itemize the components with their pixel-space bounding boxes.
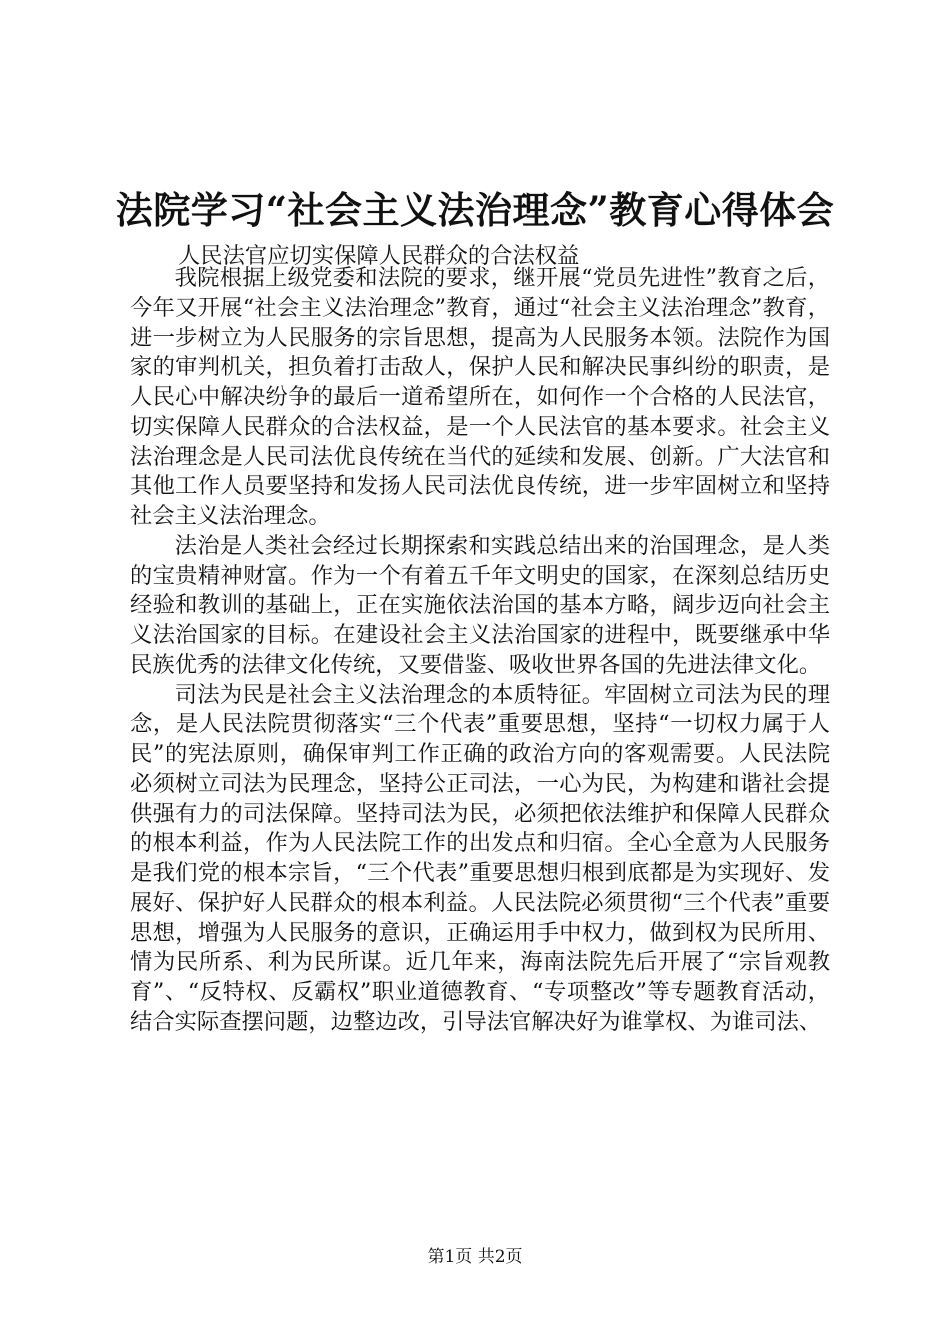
paragraph: 司法为民是社会主义法治理念的本质特征。牢固树立司法为民的理念，是人民法院贯彻落实“三个代表”重要思想，坚持“一切权力属于人民”的宪法原则，确保审判工作正确的政治方向的客观需要。人民法院必须树立司法为民理念，坚持公正司法，一心为民，为构建和谐社会提供强有力的司法保障。坚持司法为民，必须把依法维护和保障人民群众的根本利益，作为人民法院工作的出发点和归宿。全心全意为人民服务是我们党的根本宗旨，“三个代表”重要思想归根到底都是为实现好、发展好、保护好人民群众的根本利益。人民法院必须贯彻“三个代表”重要思想，增强为人民服务的意识，正确运用手中权力，做到权为民所用、情为民所系、利为民所谋。近几年来，海南法院先后开展了“宗旨观教育”、“反特权、反霸权”职业道德教育、“专项整改”等专题教育活动，结合实际查摆问题，边整边改，引导法官解决好为谁掌权、为谁司法、 [130, 681, 830, 1035]
document-body [130, 264, 830, 1038]
page-footer: 第1页 共2页 [427, 1247, 523, 1267]
page-title: 法院学习“社会主义法治理念”教育心得体会 [115, 188, 835, 232]
subtitle: 人民法官应切实保障人民群众的合法权益 [178, 243, 580, 269]
paragraph: 我院根据上级党委和法院的要求，继开展“党员先进性”教育之后，今年又开展“社会主义法治理念”教育，通过“社会主义法治理念”教育，进一步树立为人民服务的宗旨思想，提高为人民服务本领。法院作为国家的审判机关，担负着打击敌人，保护人民和解决民事纠纷的职责，是人民心中解决纷争的最后一道希望所在，如何作一个合格的人民法官，切实保障人民群众的合法权益，是一个人民法官的基本要求。社会主义法治理念是人民司法优良传统在当代的延续和发展、创新。广大法官和其他工作人员要坚持和发扬人民司法优良传统，进一步牢固树立和坚持社会主义法治理念。 [130, 265, 830, 529]
paragraph: 法治是人类社会经过长期探索和实践总结出来的治国理念，是人类的宝贵精神财富。作为一个有着五千年文明史的国家，在深刻总结历史经验和教训的基础上，正在实施依法治国的基本方略，阔步迈向社会主义法治国家的目标。在建设社会主义法治国家的进程中，既要继承中华民族优秀的法律文化传统，又要借鉴、吸收世界各国的先进法律文化。 [130, 532, 830, 678]
